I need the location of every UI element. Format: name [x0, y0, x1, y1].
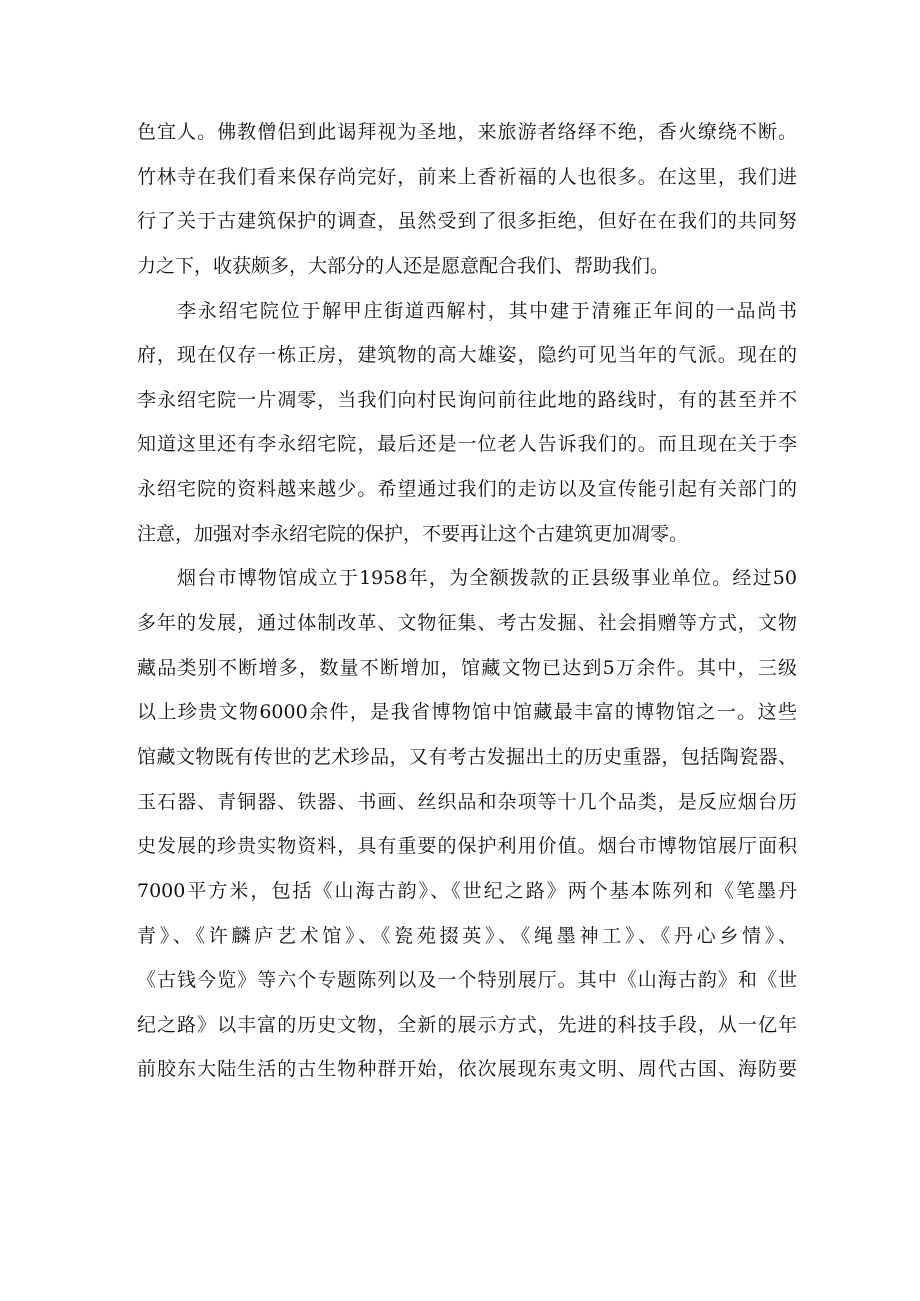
text-line: 烟台市博物馆成立于1958年，为全额拨款的正县级事业单位。经过50: [177, 567, 797, 590]
text-line: 7000平方米，包括《山海古韵》、《世纪之路》两个基本陈列和《笔墨丹: [137, 879, 797, 902]
text-line: 馆藏文物既有传世的艺术珍品，又有考古发掘出土的历史重器，包括陶瓷器、: [137, 745, 797, 768]
text-line: 李永绍宅院一片凋零，当我们向村民询问前往此地的路线时，有的甚至并不: [137, 388, 797, 411]
text-line: 府，现在仅存一栋正房，建筑物的高大雄姿，隐约可见当年的气派。现在的: [137, 344, 797, 367]
text-line: 史发展的珍贵实物资料，具有重要的保护利用价值。烟台市博物馆展厅面积: [137, 835, 797, 858]
text-line: 前胶东大陆生活的古生物种群开始，依次展现东夷文明、周代古国、海防要: [137, 1058, 797, 1081]
text-line: 永绍宅院的资料越来越少。希望通过我们的走访以及宣传能引起有关部门的: [137, 478, 797, 501]
text-line: 注意，加强对李永绍宅院的保护，不要再让这个古建筑更加凋零。: [137, 522, 689, 545]
text-line: 藏品类别不断增多，数量不断增加，馆藏文物已达到5万余件。其中，三级: [137, 656, 797, 679]
text-line: 《古钱今览》等六个专题陈列以及一个特别展厅。其中《山海古韵》和《世: [137, 969, 797, 992]
text-line: 行了关于古建筑保护的调查，虽然受到了很多拒绝，但好在在我们的共同努: [137, 210, 797, 233]
text-line: 色宜人。佛教僧侣到此谒拜视为圣地，来旅游者络绎不绝，香火缭绕不断。: [137, 121, 797, 143]
text-line: 竹林寺在我们看来保存尚完好，前来上香祈福的人也很多。在这里，我们进: [137, 165, 797, 188]
text-line: 知道这里还有李永绍宅院，最后还是一位老人告诉我们的。而且现在关于李: [137, 433, 797, 456]
text-line: 以上珍贵文物6000余件，是我省博物馆中馆藏最丰富的博物馆之一。这些: [137, 701, 797, 724]
text-line: 玉石器、青铜器、铁器、书画、丝织品和杂项等十几个品类，是反应烟台历: [137, 790, 797, 813]
text-line: 纪之路》以丰富的历史文物，全新的展示方式，先进的科技手段，从一亿年: [137, 1013, 797, 1036]
body-text: [137, 110, 797, 1092]
text-line: 青》、《许麟庐艺术馆》、《瓷苑掇英》、《绳墨神工》、《丹心乡情》、: [137, 924, 797, 947]
text-line: 李永绍宅院位于解甲庄街道西解村，其中建于清雍正年间的一品尚书: [177, 299, 797, 322]
text-line: 力之下，收获颇多，大部分的人还是愿意配合我们、帮助我们。: [137, 254, 670, 277]
text-line: 多年的发展，通过体制改革、文物征集、考古发掘、社会捐赠等方式，文物: [137, 612, 797, 635]
